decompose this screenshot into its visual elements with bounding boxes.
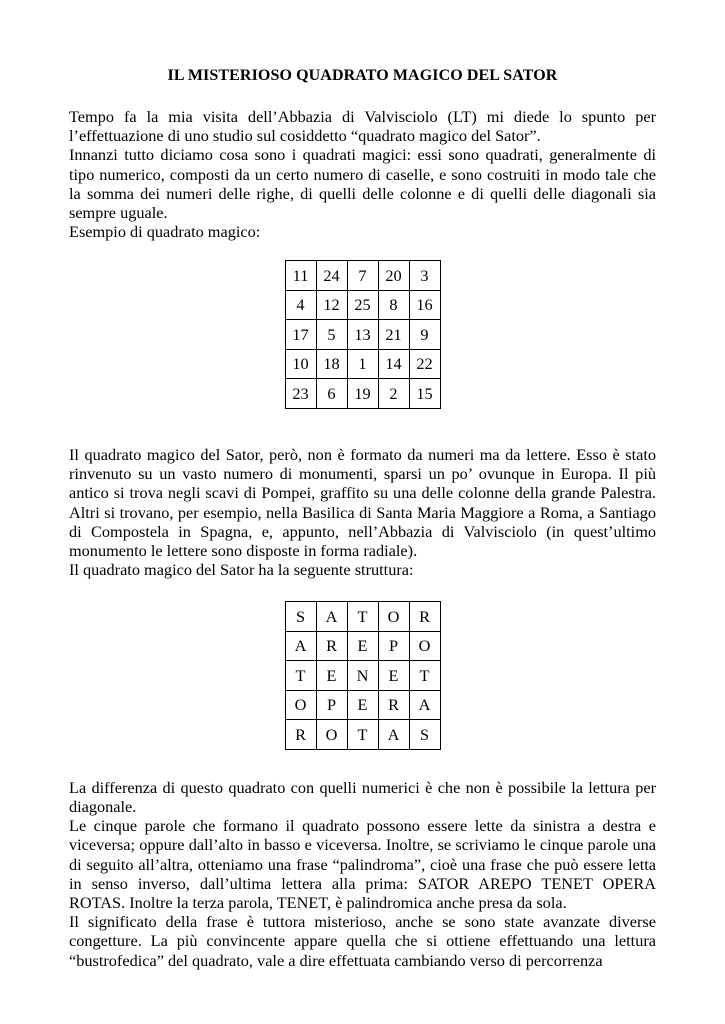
square-cell: 24 <box>316 261 347 291</box>
intro-section <box>69 107 656 241</box>
square-row <box>285 290 440 320</box>
body-paragraph: Le cinque parole che formano il quadrato possono essere lette da sinistra a destra e viceversa; oppure dall’alto in basso e viceversa. Inoltre, se scriviamo le cinque parole una di seguito all’altra, otteniamo una frase “palindroma”, cioè una frase che può essere letta in senso inverso, dall’ultima lettera alla prima: SATOR AREPO TENET OPERA ROTAS. Inoltre la terza parola, TENET, è palindromica anche presa da sola. <box>69 816 656 913</box>
square-cell: 17 <box>285 320 316 350</box>
square-cell: O <box>409 631 440 661</box>
sator-section <box>69 445 656 579</box>
square-cell: E <box>347 631 378 661</box>
intro-paragraph: Esempio di quadrato magico: <box>69 222 261 242</box>
square-cell: O <box>285 690 316 720</box>
square-cell: 6 <box>316 379 347 409</box>
square-cell: 14 <box>378 349 409 379</box>
square-row <box>285 261 440 291</box>
square-cell: E <box>378 661 409 691</box>
document-title: IL MISTERIOSO QUADRATO MAGICO DEL SATOR <box>167 67 558 84</box>
square-cell: R <box>378 690 409 720</box>
square-cell: 2 <box>378 379 409 409</box>
square-cell: T <box>347 602 378 632</box>
square-cell: 9 <box>409 320 440 350</box>
body-paragraph: La differenza di questo quadrato con quelli numerici è che non è possibile la lettura per diagonale. <box>69 777 656 817</box>
square-row <box>285 602 440 632</box>
square-cell: S <box>409 720 440 750</box>
body-paragraph: Il significato della frase è tuttora misterioso, anche se sono state avanzate diverse congetture. La più convincente appare quella che si ottiene effettuando una lettura “bustrofedica” del quadrato, vale a dire effettuata cambiando verso di percorrenza <box>69 912 656 970</box>
square-cell: 20 <box>378 261 409 291</box>
sator-letter-square <box>285 601 441 750</box>
square-cell: T <box>409 661 440 691</box>
square-cell: 13 <box>347 320 378 350</box>
square-row <box>285 379 440 409</box>
square-cell: O <box>316 720 347 750</box>
square-row <box>285 349 440 379</box>
square-cell: P <box>378 631 409 661</box>
square-cell: 10 <box>285 349 316 379</box>
square-cell: S <box>285 602 316 632</box>
square-cell: 23 <box>285 379 316 409</box>
square-cell: 3 <box>409 261 440 291</box>
square-cell: 21 <box>378 320 409 350</box>
square-cell: A <box>378 720 409 750</box>
square-cell: 16 <box>409 290 440 320</box>
square-cell: 8 <box>378 290 409 320</box>
square-cell: 18 <box>316 349 347 379</box>
square-cell: E <box>316 661 347 691</box>
square-cell: 19 <box>347 379 378 409</box>
square-cell: E <box>347 690 378 720</box>
square-cell: 1 <box>347 349 378 379</box>
square-cell: N <box>347 661 378 691</box>
square-cell: T <box>347 720 378 750</box>
square-cell: 5 <box>316 320 347 350</box>
square-row <box>285 720 440 750</box>
square-cell: O <box>378 602 409 632</box>
square-cell: P <box>316 690 347 720</box>
square-cell: 22 <box>409 349 440 379</box>
square-cell: 12 <box>316 290 347 320</box>
square-cell: A <box>316 602 347 632</box>
square-cell: 11 <box>285 261 316 291</box>
body-paragraph: Il quadrato magico del Sator ha la seguente struttura: <box>69 560 414 580</box>
square-cell: 4 <box>285 290 316 320</box>
square-cell: 25 <box>347 290 378 320</box>
body-paragraph: Il quadrato magico del Sator, però, non è formato da numeri ma da lettere. Esso è stato rinvenuto su un vasto numero di monumenti, sparsi un po’ ovunque in Europa. Il più antico si trova negli scavi di Pompei, graffito su una delle colonne della grande Palestra. Altri si trovano, per esempio, nella Basilica di Santa Maria Maggiore a Roma, a Santiago di Compostela in Spagna, e, appunto, nell’Abbazia di Valvisciolo (in quest’ultimo monumento le lettere sono disposte in forma radiale). <box>69 444 656 560</box>
square-cell: R <box>316 631 347 661</box>
square-cell: R <box>285 720 316 750</box>
square-cell: 7 <box>347 261 378 291</box>
square-cell: A <box>409 690 440 720</box>
square-cell: R <box>409 602 440 632</box>
square-cell: A <box>285 631 316 661</box>
square-row <box>285 661 440 691</box>
square-row <box>285 320 440 350</box>
square-cell: T <box>285 661 316 691</box>
intro-paragraph: Tempo fa la mia visita dell’Abbazia di Valvisciolo (LT) mi diede lo spunto per l’effettuazione di uno studio sul cosiddetto “quadrato magico del Sator”. <box>69 107 656 146</box>
square-row <box>285 690 440 720</box>
square-row <box>285 631 440 661</box>
number-magic-square <box>285 260 441 409</box>
closing-section <box>69 778 656 970</box>
square-cell: 15 <box>409 379 440 409</box>
intro-paragraph: Innanzi tutto diciamo cosa sono i quadrati magici: essi sono quadrati, generalmente di tipo numerico, composti da un certo numero di caselle, e sono costruiti in modo tale che la somma dei numeri delle righe, di quelli delle colonne e di quelli delle diagonali sia sempre uguale. <box>69 145 656 223</box>
document-page <box>69 66 656 970</box>
